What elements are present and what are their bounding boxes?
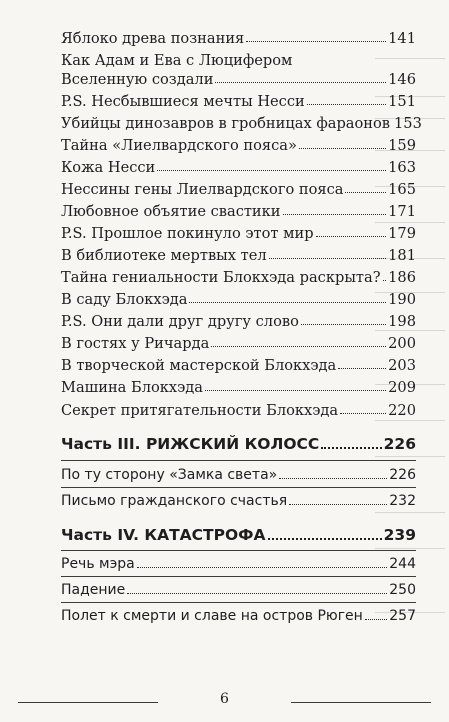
toc-entry-page: 257: [389, 608, 416, 624]
toc-entry-title: Машина Блокхэда: [61, 379, 203, 396]
toc-entry[interactable]: [61, 581, 416, 599]
dot-leader: [189, 291, 386, 303]
toc-entry-page: 203: [388, 357, 416, 374]
toc-entry-page: 171: [388, 203, 416, 220]
section-divider: [61, 460, 416, 461]
dot-leader: [205, 379, 386, 391]
toc-entry[interactable]: [61, 335, 416, 353]
toc-entry-page: 179: [388, 225, 416, 242]
toc-entry[interactable]: [61, 203, 416, 221]
part-title: Часть III. РИЖСКИЙ КОЛОСС: [61, 435, 320, 453]
toc-entry-page: 163: [388, 159, 416, 176]
dot-leader: [301, 313, 386, 325]
toc-entry-page: 209: [388, 379, 416, 396]
dot-leader: [383, 269, 387, 281]
toc-entry[interactable]: [61, 492, 416, 510]
toc-entry-title: По ту сторону «Замка света»: [61, 467, 278, 483]
toc-entry-title: P.S. Они дали друг другу слово: [61, 313, 299, 330]
toc-entry-title: Яблоко древа познания: [61, 30, 245, 47]
dot-leader: [340, 402, 386, 414]
dot-leader: [211, 335, 386, 347]
toc-entry-page: 226: [389, 467, 416, 483]
toc-entry-page: 220: [388, 402, 416, 419]
dot-leader: [215, 71, 386, 83]
dot-leader: [299, 137, 386, 149]
section-divider: [61, 550, 416, 551]
toc-entry-title: Письмо гражданского счастья: [61, 493, 288, 509]
toc-entry-title-line1: Как Адам и Ева с Люцифером: [61, 52, 293, 69]
toc-entry-page: 250: [389, 582, 416, 598]
dot-leader: [365, 608, 387, 620]
part-title: Часть IV. КАТАСТРОФА: [61, 526, 266, 544]
dot-leader: [246, 30, 386, 42]
toc-entry-page: 151: [388, 93, 416, 110]
toc-entry-title: Секрет притягательности Блокхэда: [61, 402, 339, 419]
dot-leader: [283, 203, 387, 215]
toc-entry-title: Кожа Несси: [61, 159, 156, 176]
toc-entry[interactable]: [61, 466, 416, 484]
toc-entry-title: Речь мэра: [61, 556, 135, 572]
toc-entry-title: Вселенную создали: [61, 71, 214, 88]
toc-entry-page: 244: [389, 556, 416, 572]
section-divider: [61, 487, 416, 488]
toc-entry[interactable]: [61, 71, 416, 89]
toc-entry-title: В гостях у Ричарда: [61, 335, 210, 352]
toc-entry[interactable]: [61, 93, 416, 111]
dot-leader: [316, 225, 387, 237]
dot-leader: [345, 181, 386, 193]
toc-entry-title: В саду Блокхэда: [61, 291, 188, 308]
toc-entry-title: Полет к смерти и славе на остров Рюген: [61, 608, 363, 624]
toc-entry-page: 186: [388, 269, 416, 286]
toc-entry-page: 141: [388, 30, 416, 47]
dot-leader: [307, 93, 386, 105]
toc-part-heading[interactable]: [61, 525, 416, 545]
toc-entry[interactable]: [61, 402, 416, 420]
toc-entry[interactable]: [61, 291, 416, 309]
dot-leader: [157, 159, 386, 171]
toc-entry[interactable]: [61, 555, 416, 573]
toc-entry[interactable]: [61, 225, 416, 243]
toc-entry-title: P.S. Несбывшиеся мечты Несси: [61, 93, 305, 110]
toc-entry-page: 200: [388, 335, 416, 352]
toc-entry[interactable]: [61, 357, 416, 375]
toc-entry-title: Тайна гениальности Блокхэда раскрыта?: [61, 269, 381, 286]
toc-entry[interactable]: [61, 379, 416, 397]
dot-leader: [269, 247, 387, 259]
toc-entry-page: 165: [388, 181, 416, 198]
dot-leader: [321, 435, 381, 449]
toc-entry[interactable]: [61, 181, 416, 199]
toc-entry[interactable]: [61, 269, 416, 287]
part-page: 226: [383, 435, 416, 453]
toc-entry[interactable]: [61, 137, 416, 155]
dot-leader: [268, 526, 382, 540]
toc-entry-page: 153: [394, 115, 422, 132]
toc-entry-title: Падение: [61, 582, 126, 598]
dot-leader: [338, 357, 386, 369]
footer-rule-right: [291, 702, 431, 703]
dot-leader: [279, 467, 387, 479]
toc-entry-title: Любовное объятие свастики: [61, 203, 281, 220]
toc-entry-title: В библиотеке мертвых тел: [61, 247, 267, 264]
toc-entry-title: Нессины гены Лиелвардского пояса: [61, 181, 344, 198]
toc-entry[interactable]: [61, 313, 416, 331]
toc-entry-title: Убийцы динозавров в гробницах фараонов: [61, 115, 391, 132]
dot-leader: [289, 493, 387, 505]
toc-entry-title: P.S. Прошлое покинуло этот мир: [61, 225, 314, 242]
toc-entry[interactable]: [61, 30, 416, 48]
toc-entry-page: 159: [388, 137, 416, 154]
toc-entry-page: 190: [388, 291, 416, 308]
toc-entry-page: 232: [389, 493, 416, 509]
toc-part-heading[interactable]: [61, 434, 416, 454]
toc-entry[interactable]: [61, 115, 422, 133]
toc-entry-title: Тайна «Лиелвардского пояса»: [61, 137, 297, 154]
toc-entry[interactable]: [61, 159, 416, 177]
toc-entry-page: 198: [388, 313, 416, 330]
toc-entry-page: 146: [388, 71, 416, 88]
dot-leader: [127, 582, 387, 594]
toc-entry-page: 181: [388, 247, 416, 264]
part-page: 239: [383, 526, 416, 544]
section-divider: [61, 602, 416, 603]
section-divider: [61, 576, 416, 577]
dot-leader: [137, 556, 388, 568]
toc-entry[interactable]: [61, 247, 416, 265]
toc-entry-title: В творческой мастерской Блокхэда: [61, 357, 337, 374]
page-number: 6: [220, 691, 229, 707]
toc-entry[interactable]: [61, 607, 416, 625]
